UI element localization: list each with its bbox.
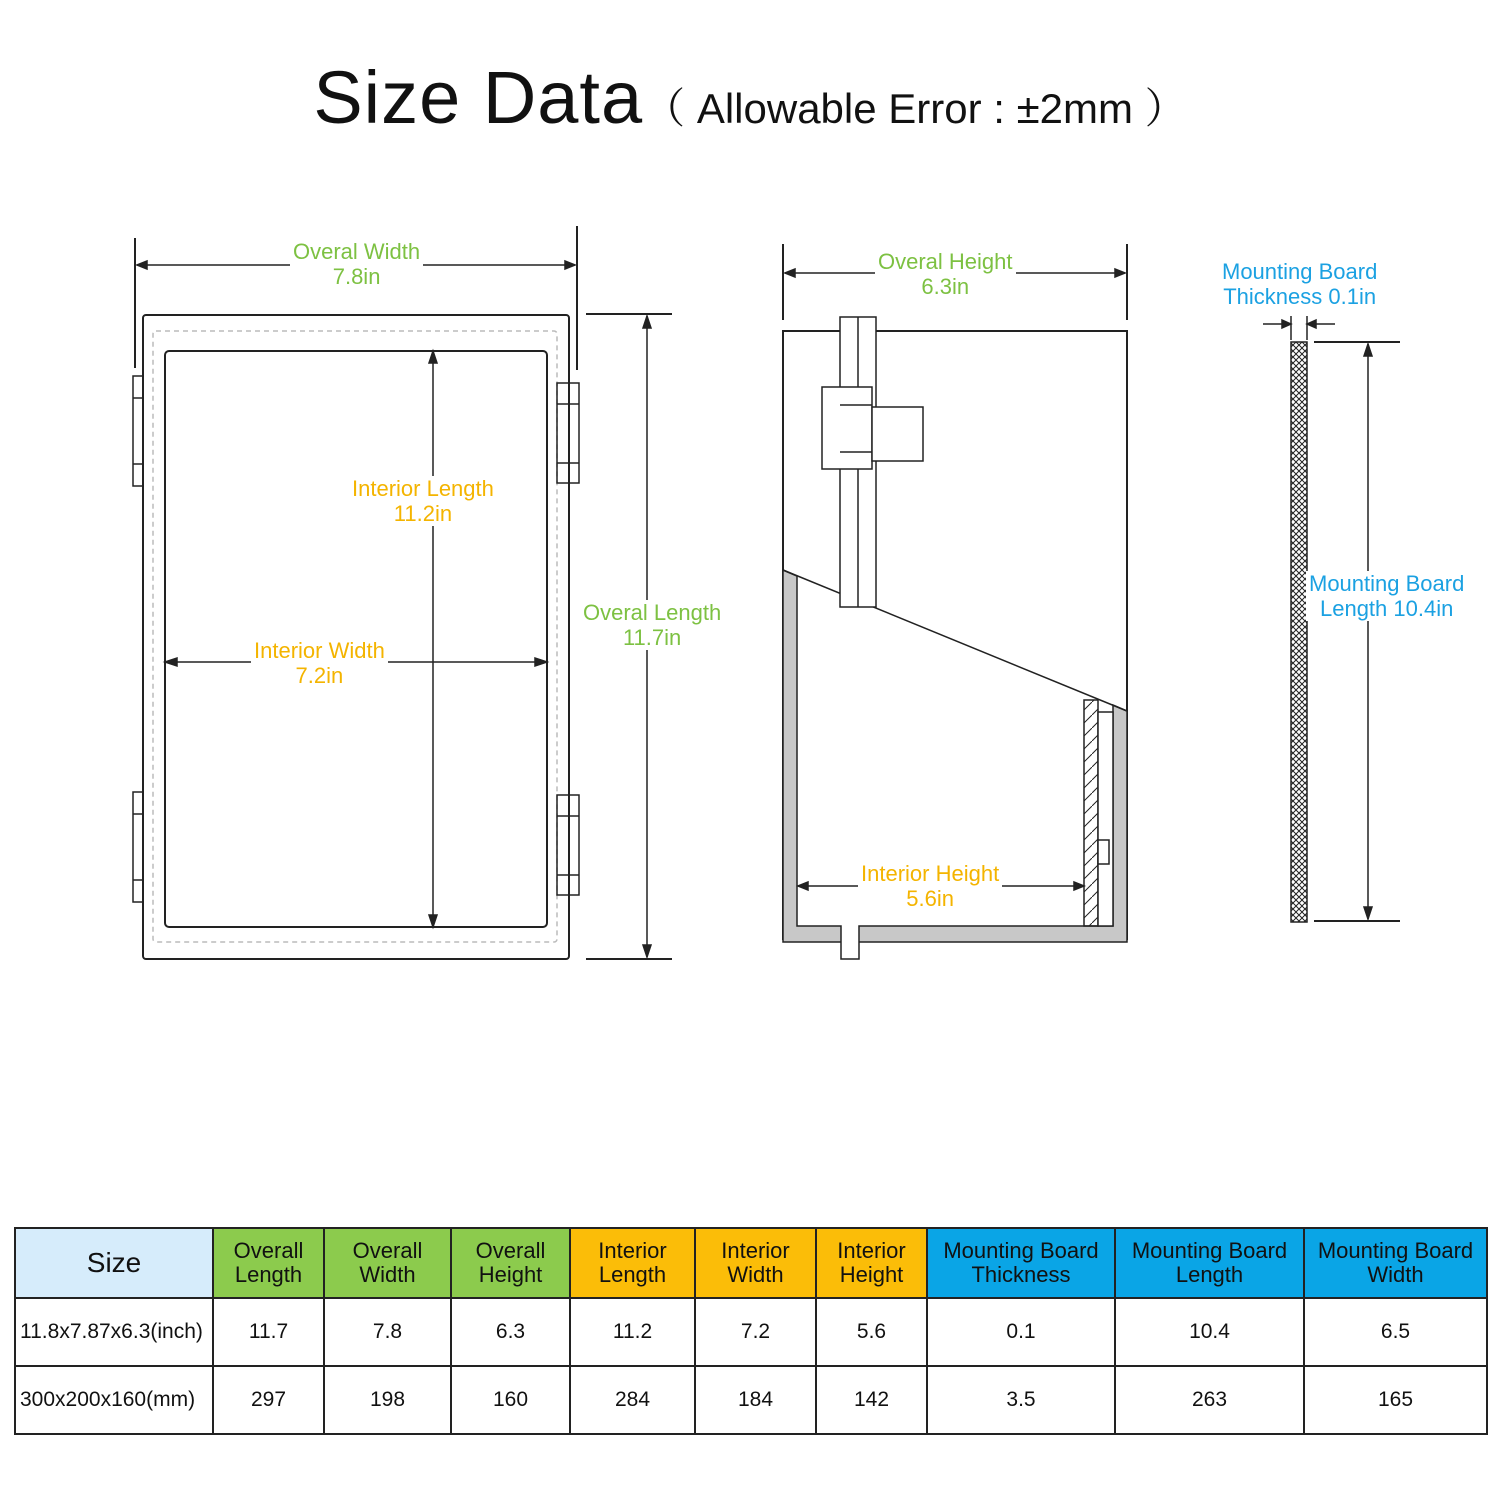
table-header-row: [15, 1228, 1487, 1298]
table-row: [15, 1298, 1487, 1366]
header-overall-height: Overall Height: [451, 1228, 570, 1298]
header-overall-width: Overall Width: [324, 1228, 451, 1298]
table-cell: 7.8: [324, 1298, 451, 1366]
front-view: [133, 315, 579, 959]
section-cut-line: [783, 570, 1127, 711]
front-outer-frame: [143, 315, 569, 959]
mounting-board: [1291, 342, 1307, 922]
table-cell: 0.1: [927, 1298, 1115, 1366]
table-cell: 184: [695, 1366, 816, 1434]
header-board-thickness: Mounting Board Thickness: [927, 1228, 1115, 1298]
table-cell: 11.7: [213, 1298, 324, 1366]
side-hinge: [822, 317, 923, 607]
table-cell: 3.5: [927, 1366, 1115, 1434]
table-cell: 160: [451, 1366, 570, 1434]
header-interior-height: Interior Height: [816, 1228, 927, 1298]
header-interior-width: Interior Width: [695, 1228, 816, 1298]
table-cell: 198: [324, 1366, 451, 1434]
table-cell: 297: [213, 1366, 324, 1434]
front-dimensions: [135, 226, 672, 959]
table-cell: 11.2: [570, 1298, 695, 1366]
header-size: Size: [15, 1228, 213, 1298]
label-interior-width: Interior Width 7.2in: [251, 638, 388, 688]
label-interior-height: Interior Height 5.6in: [858, 861, 1002, 911]
table-row: [15, 1366, 1487, 1434]
left-latch-top: [133, 376, 143, 486]
header-board-length: Mounting Board Length: [1115, 1228, 1304, 1298]
title-subtitle: （ Allowable Error : ±2mm ）: [643, 85, 1187, 132]
left-latch-bottom: [133, 792, 143, 902]
table-cell: 11.8x7.87x6.3(inch): [15, 1298, 213, 1366]
table-cell: 7.2: [695, 1298, 816, 1366]
size-table: [14, 1227, 1488, 1435]
label-board-length: Mounting Board Length 10.4in: [1306, 571, 1467, 621]
header-overall-length: Overall Length: [213, 1228, 324, 1298]
mounting-board-crosshatch: [1291, 342, 1307, 922]
label-board-thickness: Mounting Board Thickness 0.1in: [1219, 259, 1380, 309]
label-overall-height: Overal Height 6.3in: [875, 249, 1016, 299]
table-cell: 10.4: [1115, 1298, 1304, 1366]
table-cell: 284: [570, 1366, 695, 1434]
side-dimensions: [783, 244, 1127, 890]
title-main: Size Data: [313, 56, 644, 139]
table-cell: 263: [1115, 1366, 1304, 1434]
table-cell: 5.6: [816, 1298, 927, 1366]
header-interior-length: Interior Length: [570, 1228, 695, 1298]
side-mounting-board: [1084, 700, 1098, 926]
table-cell: 6.3: [451, 1298, 570, 1366]
table-cell: 6.5: [1304, 1298, 1487, 1366]
table-cell: 142: [816, 1366, 927, 1434]
table-cell: 300x200x160(mm): [15, 1366, 213, 1434]
front-gasket-line: [153, 331, 557, 942]
table-cell: 165: [1304, 1366, 1487, 1434]
header-board-width: Mounting Board Width: [1304, 1228, 1487, 1298]
label-overall-width: Overal Width 7.8in: [290, 239, 423, 289]
label-overall-length: Overal Length 11.7in: [580, 600, 724, 650]
label-interior-length: Interior Length 11.2in: [349, 476, 497, 526]
